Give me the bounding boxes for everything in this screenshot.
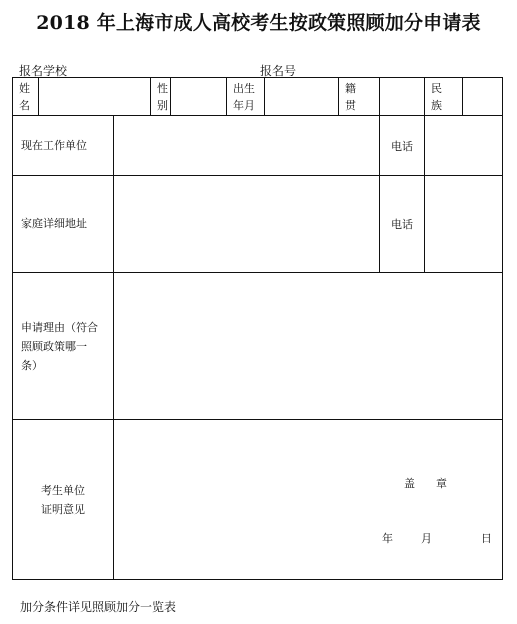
- ethnicity-field[interactable]: [463, 78, 503, 116]
- gender-label: 性 别: [151, 78, 171, 116]
- gender-field[interactable]: [171, 78, 227, 116]
- certification-row: [13, 420, 503, 580]
- form-title: 2018 年上海市成人高校考生按政策照顾加分申请表: [36, 12, 481, 34]
- work-unit-field[interactable]: [114, 116, 380, 176]
- home-address-label: 家庭详细地址: [13, 176, 114, 273]
- work-unit-row: [13, 116, 503, 176]
- registration-number-label: 报名号: [260, 64, 297, 78]
- name-field[interactable]: [39, 78, 151, 116]
- basic-info-row: [13, 78, 503, 116]
- reason-field[interactable]: [114, 273, 503, 420]
- birth-date-field[interactable]: [265, 78, 339, 116]
- native-place-label: 籍 贯: [339, 78, 380, 116]
- reason-label: 申请理由（符合照顾政策哪一条）: [13, 273, 114, 420]
- school-label: 报名学校: [19, 64, 68, 78]
- home-phone-field[interactable]: [425, 176, 503, 273]
- certification-label: 考生单位证明意见: [13, 420, 114, 580]
- certification-field[interactable]: [114, 420, 503, 580]
- reason-row: [13, 273, 503, 420]
- work-unit-label: 现在工作单位: [13, 116, 114, 176]
- footer-note: 加分条件详见照顾加分一览表: [20, 600, 177, 614]
- application-form-table: [12, 77, 503, 580]
- work-phone-label: 电话: [380, 116, 425, 176]
- native-place-field[interactable]: [380, 78, 425, 116]
- ethnicity-label: 民 族: [425, 78, 463, 116]
- stamp-label: 盖 章: [404, 477, 447, 490]
- date-label: 年 月 日: [382, 532, 492, 545]
- work-phone-field[interactable]: [425, 116, 503, 176]
- home-address-row: [13, 176, 503, 273]
- name-label: 姓 名: [13, 78, 39, 116]
- birth-date-label: 出生 年月: [227, 78, 265, 116]
- home-phone-label: 电话: [380, 176, 425, 273]
- home-address-field[interactable]: [114, 176, 380, 273]
